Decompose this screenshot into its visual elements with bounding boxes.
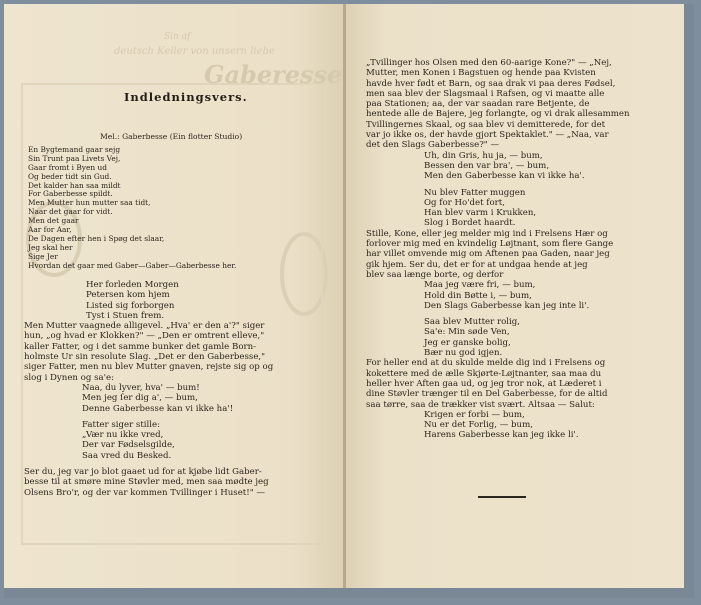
verse-line: Krigen er forbi — bum,	[424, 409, 525, 420]
verse-line: Bær nu god igjen.	[424, 348, 503, 359]
prose-line: siger Fatter, men nu blev Mutter gnaven, rejste sig op og	[24, 362, 274, 373]
right-page	[346, 4, 684, 588]
verse-line: Nu blev Fatter muggen	[424, 187, 526, 198]
prose-line: Olsens Bro'r, og der var kommen Tvillinger i Huset!" —	[24, 487, 265, 498]
prose-line: dine Støvler trænger til en Del Gaberbesse, for de altid	[366, 389, 608, 400]
prose-line: var jo ikke os, der havde gjort Spektaklet." — „Naa, var	[366, 130, 609, 141]
right-body	[366, 58, 630, 441]
verse-line: Tyst i Stuen frem.	[86, 310, 165, 321]
prose-line: har villet omvende mig om Aftenen paa Gaden, naar jeg	[366, 249, 610, 260]
verse-line: Jeg er ganske bolig,	[424, 337, 511, 348]
prose-line: heller hver Aften gaa ud, og jeg tror nok, at Læderet i	[366, 378, 602, 389]
ghost-line-2: deutsch Keller von unsern liebe	[114, 46, 275, 57]
verse-line: Hold din Bøtte i, — bum,	[424, 290, 532, 301]
end-rule	[478, 496, 526, 498]
verse-line: Her forleden Morgen	[86, 280, 179, 290]
verse-line: Denne Gaberbesse kan vi ikke ha'!	[82, 403, 234, 414]
verse-line: Petersen kom hjem	[86, 290, 170, 301]
prose-line: Mutter, men Konen i Bagstuen og hende paa Kvisten	[366, 68, 596, 79]
prose-line: det den Slags Gaberbesse?" —	[366, 140, 500, 151]
prose-line: besse til at smøre mine Støvler med, men saa mødte jeg	[24, 477, 269, 488]
verse-line: Slog i Bordet haardt.	[424, 218, 516, 229]
verse-line: Og for Ho'det fort,	[424, 197, 505, 208]
verse-line: Bessen den var bra', — bum,	[424, 160, 550, 171]
verse-line: Harens Gaberbesse kan jeg ikke li'.	[424, 430, 579, 441]
intro-verse: En Bygtemand gaar sejg Sin Trunt paa Livets Vej, Gaar fromt i Byen ud Og beder tidt sin Gud. Det kalder han saa mildt For Gaberbesse spildt. Men Mutter hun mutter saa tidt, Naar det gaar for vidt. Men det gaar Aar for Aar, De Dagen efter hen i Spøg det slaar, Jeg skal her Sige Jer Hvordan det gaar med Gaber—Gaber—Gaberbesse her.	[28, 145, 237, 270]
verse-line: Der var Fødselsgilde,	[82, 440, 175, 451]
prose-line: saa tørre, saa de trækker vist svært. Altsaa — Salut:	[366, 399, 595, 410]
prose-line: Men Mutter vaagnede alligevel. „Hva' er den a'?" siger	[24, 321, 265, 332]
verse-line: Han blev varm i Krukken,	[424, 208, 537, 219]
prose-line: havde hver født et Barn, og saa drak vi paa deres Fødsel,	[366, 78, 616, 89]
prose-line: hun, „og hvad er Klokken?" — „Den er omtrent elleve,"	[24, 331, 265, 342]
page-title: Indledningsvers.	[124, 90, 248, 104]
verse-line: Saa blev Mutter rolig,	[424, 317, 520, 328]
prose-line: forlover mig med en kvindelig Løjtnant, som flere Gange	[366, 239, 614, 250]
left-body	[24, 280, 273, 498]
verse-line: „Vær nu ikke vred,	[82, 430, 164, 441]
prose-line: Ser du, jeg var jo blot gaaet ud for at kjøbe lidt Gaber-	[24, 467, 262, 478]
left-page	[4, 4, 343, 588]
prose-line: Stille, Kone, eller jeg melder mig ind i Frelsens Hær og	[366, 228, 608, 239]
verse-line: Men den Gaberbesse kan vi ikke ha'.	[424, 171, 585, 182]
prose-line: paa Stationen; aa, der var saadan rare Betjente, de	[366, 99, 590, 110]
ghost-line-1: Sin af	[164, 32, 191, 42]
prose-line: „Tvillinger hos Olsen med den 60-aarige Kone?" — „Nej,	[366, 58, 612, 68]
melody-subtitle: Mel.: Gaberbesse (Ein flotter Studio)	[100, 132, 243, 141]
verse-line: Uh, din Gris, hu ja, — bum,	[424, 150, 543, 161]
verse-line: Fatter siger stille:	[82, 419, 161, 430]
verse-line: Listed sig forborgen	[86, 300, 175, 311]
prose-line: kaller Fatter, og i det samme bunker det gamle Born-	[24, 341, 257, 352]
prose-line: kokettere med de ælle Skjørte-Løjtnanter, saa maa du	[366, 368, 602, 379]
ghost-line-3: Gaberesse	[204, 60, 343, 89]
prose-line: gik hjem. Ser du, det er for at undgaa hende at jeg	[366, 259, 588, 270]
prose-line: For heller end at du skulde melde dig ind i Frelsens og	[366, 358, 606, 369]
prose-line: holmste Ur sin resolute Slag. „Det er den Gaberbesse,"	[24, 352, 266, 363]
prose-line: slog i Dynen og sa'e:	[24, 372, 114, 383]
prose-line: hentede alle de Bajere, jeg forlangte, og vi drak allesammen	[366, 109, 630, 120]
verse-line: Naa, du lyver, hva' — bum!	[82, 382, 200, 393]
verse-line: Saa vred du Besked.	[82, 450, 172, 461]
verse-line: Sa'e: Min søde Ven,	[424, 327, 510, 338]
prose-line: blev saa længe borte, og derfor	[366, 269, 504, 280]
prose-line: men saa blev der Slagsmaal i Rafsen, og vi maatte alle	[366, 88, 605, 99]
prose-line: Tvillingernes Skaal, og saa blev vi demitterede, for det	[366, 119, 606, 130]
verse-line: Men jeg ſer dig a', — bum,	[82, 393, 198, 404]
verse-line: Nu er det Forlig, — bum,	[424, 420, 533, 431]
verse-line: Den Slags Gaberbesse kan jeg inte li'.	[424, 300, 590, 311]
verse-line: Maa jeg være fri, — bum,	[424, 280, 536, 291]
